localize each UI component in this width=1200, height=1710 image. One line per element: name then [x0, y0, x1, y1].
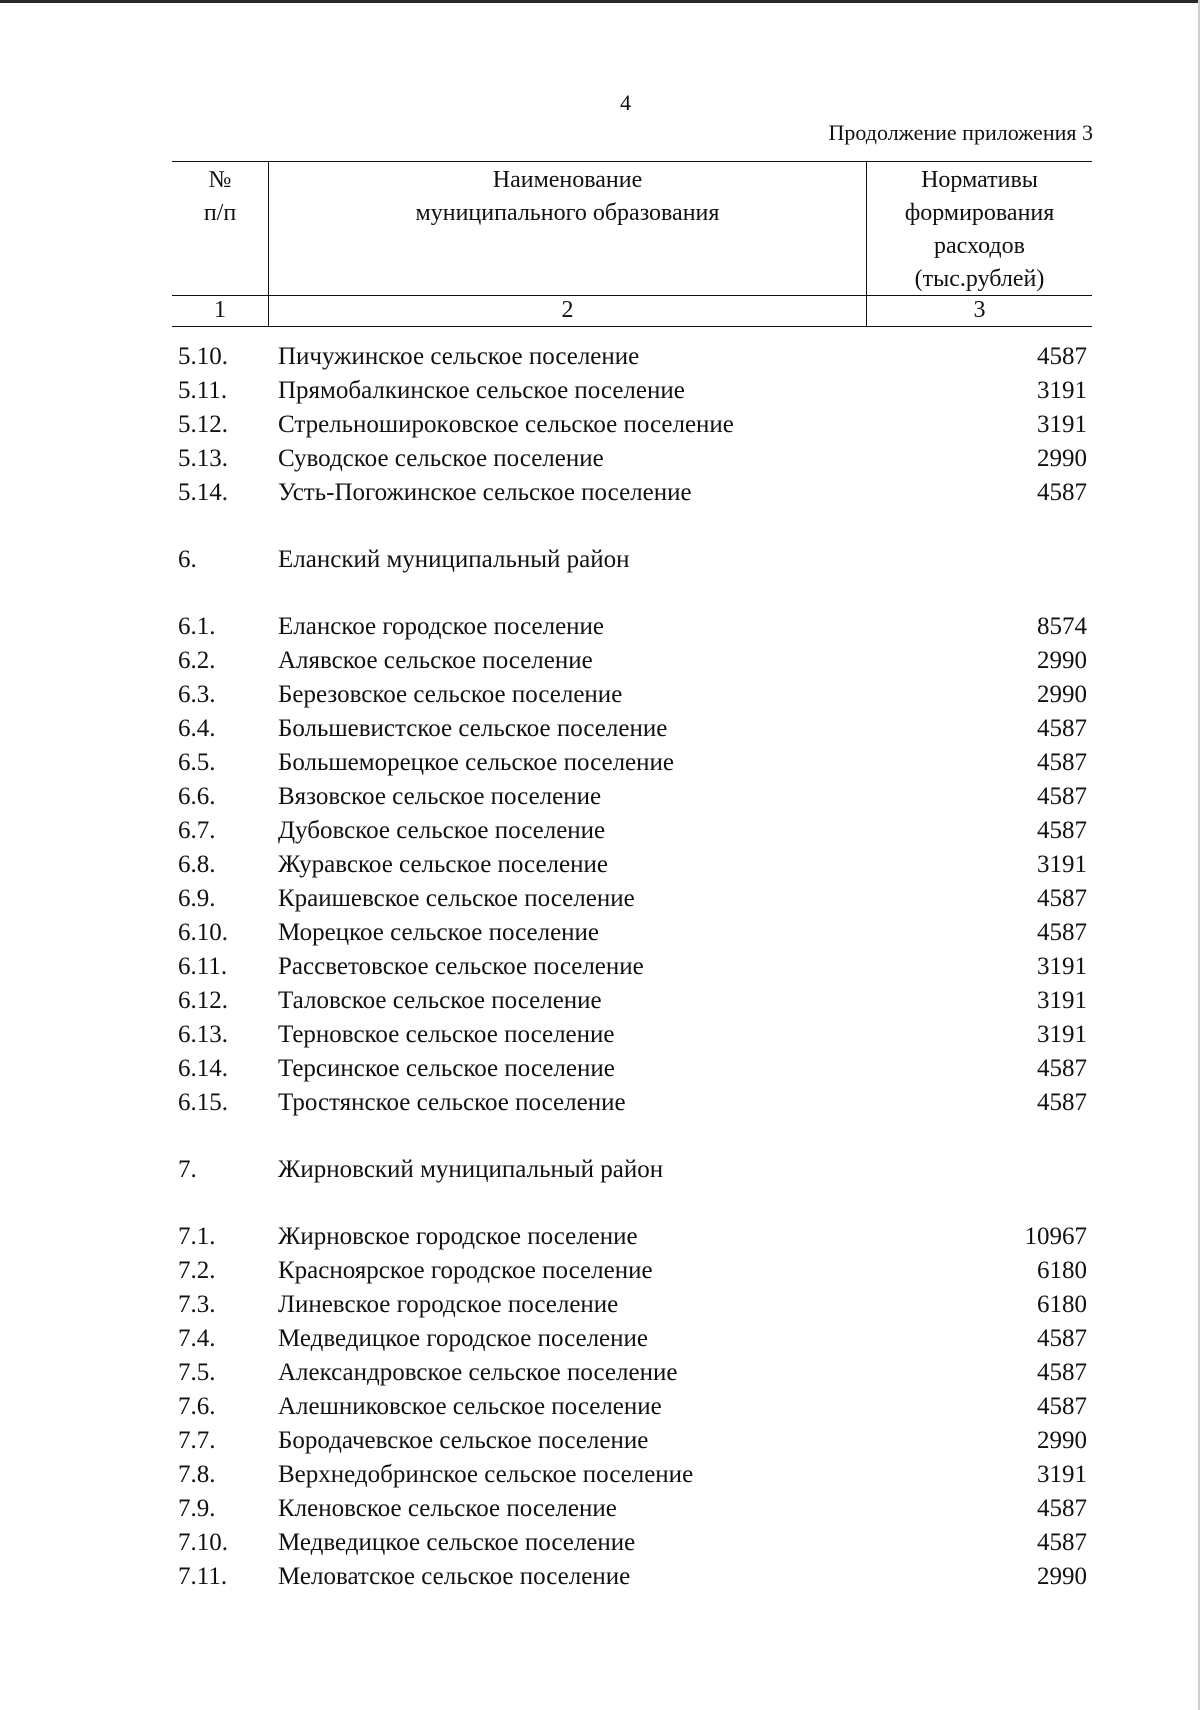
expense-norm-value: 4587 — [1037, 817, 1087, 844]
municipality-name: Большеморецкое сельское поселение — [278, 749, 674, 776]
row-number: 7.9. — [178, 1495, 216, 1522]
table-row — [0, 1492, 1200, 1526]
expense-norm-value: 2990 — [1037, 1563, 1087, 1590]
municipality-name: Морецкое сельское поселение — [278, 919, 600, 946]
header-number-line: п/п — [203, 200, 237, 226]
row-number: 6.12. — [178, 987, 228, 1014]
header-column-numbers-row — [172, 296, 1092, 326]
header-norms-line: (тыс.рублей) — [914, 266, 1045, 292]
expense-norm-value: 3191 — [1037, 1021, 1087, 1048]
section-heading-row — [0, 543, 1200, 577]
expense-norm-value: 2990 — [1037, 445, 1087, 472]
appendix-continuation-note: Продолжение приложения 3 — [828, 120, 1093, 145]
table-row — [0, 780, 1200, 814]
header-name-column — [268, 162, 867, 295]
expense-norm-value: 4587 — [1037, 885, 1087, 912]
table-row — [0, 1356, 1200, 1390]
row-number: 7.8. — [178, 1461, 216, 1488]
row-number: 6. — [178, 546, 197, 573]
municipality-name: Рассветовское сельское поселение — [278, 953, 644, 980]
expense-norm-value: 4587 — [1037, 1325, 1087, 1352]
header-number-column — [172, 162, 268, 295]
row-number: 7.10. — [178, 1529, 228, 1556]
column-number-1: 1 — [214, 297, 226, 323]
expense-norm-value: 4587 — [1037, 715, 1087, 742]
header-norms-line: формирования — [904, 200, 1055, 226]
expense-norm-value: 2990 — [1037, 681, 1087, 708]
header-number-line: № — [208, 167, 232, 193]
expense-norm-value: 3191 — [1037, 987, 1087, 1014]
row-number: 7.5. — [178, 1359, 216, 1386]
municipality-name: Таловское сельское поселение — [278, 987, 602, 1014]
row-number: 6.14. — [178, 1055, 228, 1082]
header-name-line: Наименование — [492, 167, 643, 193]
row-number: 5.10. — [178, 343, 228, 370]
municipality-name: Александровское сельское поселение — [278, 1359, 678, 1386]
table-row — [0, 1390, 1200, 1424]
municipality-name: Алявское сельское поселение — [278, 647, 593, 674]
column-number-2: 2 — [268, 296, 867, 326]
municipality-name: Бородачевское сельское поселение — [278, 1427, 649, 1454]
page-number: 4 — [620, 90, 631, 115]
expense-norm-value: 4587 — [1037, 1393, 1087, 1420]
expense-norm-value: 2990 — [1037, 1427, 1087, 1454]
municipality-name: Прямобалкинское сельское поселение — [278, 377, 685, 404]
municipality-name: Березовское сельское поселение — [278, 681, 623, 708]
table-row — [0, 610, 1200, 644]
table-row — [0, 950, 1200, 984]
table-row — [0, 1424, 1200, 1458]
row-number: 6.15. — [178, 1089, 228, 1116]
table-row — [0, 476, 1200, 510]
table-row — [0, 814, 1200, 848]
expense-norm-value: 2990 — [1037, 647, 1087, 674]
header-name-line: муниципального образования — [415, 200, 720, 226]
row-number: 5.14. — [178, 479, 228, 506]
row-number: 7.7. — [178, 1427, 216, 1454]
expense-norm-value: 4587 — [1037, 1089, 1087, 1116]
row-number: 7.2. — [178, 1257, 216, 1284]
row-number: 6.13. — [178, 1021, 228, 1048]
municipality-name: Терновское сельское поселение — [278, 1021, 615, 1048]
table-header — [172, 161, 1092, 327]
municipality-name: Жирновское городское поселение — [278, 1223, 638, 1250]
municipality-name: Стрельноширокoвское сельское поселение — [278, 411, 734, 438]
table-row — [0, 1052, 1200, 1086]
column-number-3: 3 — [973, 297, 986, 323]
expense-norm-value: 4587 — [1037, 1359, 1087, 1386]
row-number: 6.8. — [178, 851, 216, 878]
section-heading-row — [0, 1153, 1200, 1187]
expense-norm-value: 4587 — [1037, 783, 1087, 810]
municipality-name: Суводское сельское поселение — [278, 445, 604, 472]
municipality-name: Медведицкое городское поселение — [278, 1325, 648, 1352]
municipality-name: Медведицкое сельское поселение — [278, 1529, 636, 1556]
row-number: 6.6. — [178, 783, 216, 810]
scan-edge-top — [0, 0, 1200, 3]
municipality-name: Верхнедобринское сельское поселение — [278, 1461, 694, 1488]
row-number: 7. — [178, 1156, 197, 1183]
header-norms-column — [867, 162, 1092, 295]
table-row — [0, 1018, 1200, 1052]
row-number: 6.2. — [178, 647, 216, 674]
header-norms-line: Нормативы — [921, 167, 1038, 193]
row-number: 6.7. — [178, 817, 216, 844]
row-number: 5.11. — [178, 377, 228, 404]
row-number: 7.4. — [178, 1325, 216, 1352]
row-number: 7.11. — [178, 1563, 228, 1590]
municipality-name: Еланское городское поселение — [278, 613, 605, 640]
row-number: 6.11. — [178, 953, 228, 980]
expense-norm-value: 4587 — [1037, 343, 1087, 370]
row-number: 6.4. — [178, 715, 216, 742]
row-number: 5.13. — [178, 445, 228, 472]
table-body — [0, 340, 1200, 1594]
expense-norm-value: 8574 — [1037, 613, 1087, 640]
table-row — [0, 644, 1200, 678]
table-row — [0, 984, 1200, 1018]
municipality-name: Алешниковское сельское поселение — [278, 1393, 662, 1420]
municipality-name: Линевское городское поселение — [278, 1291, 619, 1318]
municipality-name: Вязовское сельское поселение — [278, 783, 602, 810]
municipality-name: Краишевское сельское поселение — [278, 885, 635, 912]
expense-norm-value: 4587 — [1037, 479, 1087, 506]
municipality-name: Тростянское сельское поселение — [278, 1089, 626, 1116]
municipality-name: Красноярское городское поселение — [278, 1257, 653, 1284]
row-number: 6.9. — [178, 885, 216, 912]
expense-norm-value: 6180 — [1037, 1291, 1087, 1318]
expense-norm-value: 4587 — [1037, 1495, 1087, 1522]
expense-norm-value: 4587 — [1037, 1055, 1087, 1082]
table-row — [0, 1458, 1200, 1492]
table-row — [0, 340, 1200, 374]
municipality-name: Большевистское сельское поселение — [278, 715, 668, 742]
header-norms-line: расходов — [934, 233, 1025, 259]
table-row — [0, 442, 1200, 476]
table-row — [0, 916, 1200, 950]
row-number: 7.3. — [178, 1291, 216, 1318]
table-row — [0, 1288, 1200, 1322]
expense-norm-value: 3191 — [1037, 411, 1087, 438]
expense-norm-value: 3191 — [1037, 1461, 1087, 1488]
table-row — [0, 746, 1200, 780]
expense-norm-value: 4587 — [1037, 749, 1087, 776]
expense-norm-value: 4587 — [1037, 919, 1087, 946]
municipality-name: Журавское сельское поселение — [278, 851, 608, 878]
table-row — [0, 1220, 1200, 1254]
municipality-name: Дубовское сельское поселение — [278, 817, 606, 844]
expense-norm-value: 3191 — [1037, 377, 1087, 404]
table-row — [0, 1086, 1200, 1120]
row-number: 6.10. — [178, 919, 228, 946]
table-row — [0, 1526, 1200, 1560]
table-row — [0, 882, 1200, 916]
table-row — [0, 848, 1200, 882]
expense-norm-value: 10967 — [1024, 1223, 1087, 1250]
row-number: 6.3. — [178, 681, 216, 708]
expense-norm-value: 3191 — [1037, 851, 1087, 878]
municipality-name: Меловатское сельское поселение — [278, 1563, 631, 1590]
row-number: 6.5. — [178, 749, 216, 776]
table-row — [0, 678, 1200, 712]
header-titles-row — [172, 162, 1092, 296]
table-row — [0, 374, 1200, 408]
expense-norm-value: 6180 — [1037, 1257, 1087, 1284]
district-name: Жирновский муниципальный район — [278, 1156, 664, 1183]
row-number: 7.1. — [178, 1223, 216, 1250]
row-number: 6.1. — [178, 613, 216, 640]
district-name: Еланский муниципальный район — [278, 546, 630, 573]
expense-norm-value: 4587 — [1037, 1529, 1087, 1556]
table-row — [0, 1254, 1200, 1288]
row-number: 5.12. — [178, 411, 228, 438]
municipality-name: Кленовское сельское поселение — [278, 1495, 617, 1522]
row-number: 7.6. — [178, 1393, 216, 1420]
municipality-name: Терсинское сельское поселение — [278, 1055, 615, 1082]
table-row — [0, 712, 1200, 746]
municipality-name: Пичужинское сельское поселение — [278, 343, 640, 370]
table-row — [0, 1322, 1200, 1356]
table-row — [0, 1560, 1200, 1594]
municipality-name: Усть-Погожинское сельское поселение — [278, 479, 692, 506]
table-row — [0, 408, 1200, 442]
expense-norm-value: 3191 — [1037, 953, 1087, 980]
